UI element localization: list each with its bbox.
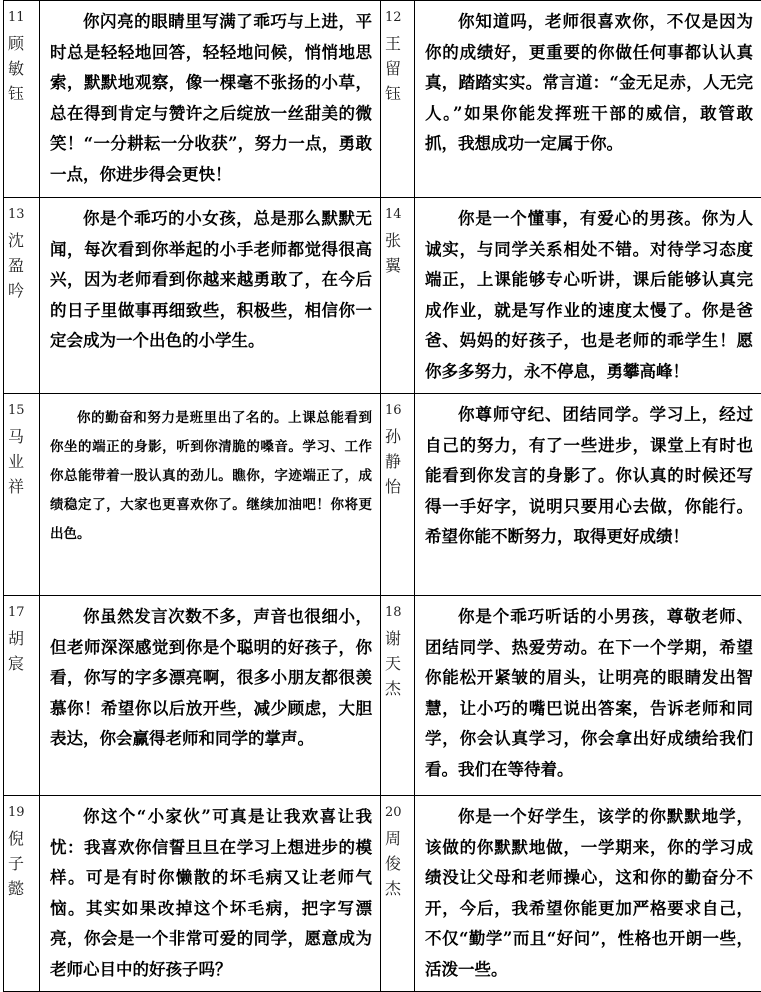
table-row [4, 394, 761, 596]
student-name: 周俊杰 [385, 826, 401, 901]
student-id-cell [4, 394, 40, 596]
student-id-cell [4, 198, 40, 394]
comment-text: 你是个乖巧听话的小男孩，尊敬老师、团结同学、热爱劳动。在下一个学期，希望你能松开紧皱的眉头，让明亮的眼睛发出智慧，让小巧的嘴巴说出答案，告诉老师和同学，你会认真学习，你会拿出好成绩给我们看。我们在等待着。 [415, 596, 761, 796]
comment-text: 你这个“小家伙”可真是让我欢喜让我忧：我喜欢你信誓旦旦在学习上想进步的模样。可是有时你懒散的坏毛病又让老师气恼。其实如果改掉这个坏毛病，把字写漂亮，你会是一个非常可爱的同学，愿意成为老师心目中的好孩子吗？ [40, 796, 381, 992]
student-id-cell [381, 198, 415, 394]
student-number: 16 [385, 398, 414, 424]
student-name: 沈盈吟 [8, 228, 24, 303]
comment-text: 你是一个懂事，有爱心的男孩。你为人诚实，与同学关系相处不错。对待学习态度端正，上课能够专心听讲，课后能够认真完成作业，就是写作业的速度太慢了。你是爸爸、妈妈的好孩子，也是老师的乖学生！愿你多多努力，永不停息，勇攀高峰！ [415, 198, 761, 394]
student-number: 17 [8, 600, 39, 626]
student-number: 19 [8, 800, 39, 826]
table-row [4, 198, 761, 394]
student-name: 王留钰 [385, 31, 401, 106]
student-name: 倪子懿 [8, 826, 24, 901]
student-number: 20 [385, 800, 414, 826]
student-number: 13 [8, 202, 39, 228]
student-number: 18 [385, 600, 414, 626]
student-id-cell [381, 394, 415, 596]
comment-text: 你是个乖巧的小女孩，总是那么默默无闻，每次看到你举起的小手老师都觉得很高兴，因为老师看到你越来越勇敢了，在今后的日子里做事再细致些，积极些，相信你一定会成为一个出色的小学生。 [40, 198, 381, 394]
student-id-cell [4, 796, 40, 992]
student-name: 马业祥 [8, 424, 24, 499]
student-name: 谢天杰 [385, 626, 401, 701]
student-id-cell [381, 796, 415, 992]
table-row [4, 596, 761, 796]
student-id-cell [381, 1, 415, 198]
student-number: 11 [8, 5, 39, 31]
student-id-cell [4, 596, 40, 796]
student-name: 孙静怡 [385, 424, 401, 499]
student-name: 顾敏钰 [8, 31, 24, 106]
table-row [4, 796, 761, 992]
table-row [4, 1, 761, 198]
comment-text: 你是一个好学生，该学的你默默地学，该做的你默默地做，一学期来，你的学习成绩没让父母和老师操心，这和你的勤奋分不开，今后，我希望你能更加严格要求自己，不仅“勤学”而且“好问”，性格也开朗一些，活泼一些。 [415, 796, 761, 992]
student-id-cell [381, 596, 415, 796]
student-number: 12 [385, 5, 414, 31]
student-id-cell [4, 1, 40, 198]
student-number: 15 [8, 398, 39, 424]
comments-table [3, 0, 761, 992]
student-name: 张翼 [385, 228, 401, 278]
student-name: 胡宸 [8, 626, 24, 676]
comment-text: 你尊师守纪、团结同学。学习上，经过自己的努力，有了一些进步，课堂上有时也能看到你发言的身影了。你认真的时候还写得一手好字，说明只要用心去做，你能行。希望你能不断努力，取得更好成绩！ [415, 394, 761, 596]
student-number: 14 [385, 202, 414, 228]
comment-text: 你的勤奋和努力是班里出了名的。上课总能看到你坐的端正的身影，听到你清脆的嗓音。学习、工作你总能带着一股认真的劲儿。瞧你，字迹端正了，成绩稳定了，大家也更喜欢你了。继续加油吧！你将更出色。 [40, 394, 381, 596]
comment-text: 你知道吗，老师很喜欢你，不仅是因为你的成绩好，更重要的你做任何事都认认真真，踏踏实实。常言道：“金无足赤，人无完人。”如果你能发挥班干部的威信，敢管敢抓，我想成功一定属于你。 [415, 1, 761, 198]
comment-text: 你虽然发言次数不多，声音也很细小，但老师深深感觉到你是个聪明的好孩子，你看，你写的字多漂亮啊，很多小朋友都很羡慕你！希望你以后放开些，减少顾虑，大胆表达，你会赢得老师和同学的掌声。 [40, 596, 381, 796]
comment-text: 你闪亮的眼睛里写满了乖巧与上进，平时总是轻轻地回答，轻轻地问候，悄悄地思索，默默地观察，像一棵毫不张扬的小草，总在得到肯定与赞许之后绽放一丝甜美的微笑！“一分耕耘一分收获”，努力一点，勇敢一点，你进步得会更快！ [40, 1, 381, 198]
